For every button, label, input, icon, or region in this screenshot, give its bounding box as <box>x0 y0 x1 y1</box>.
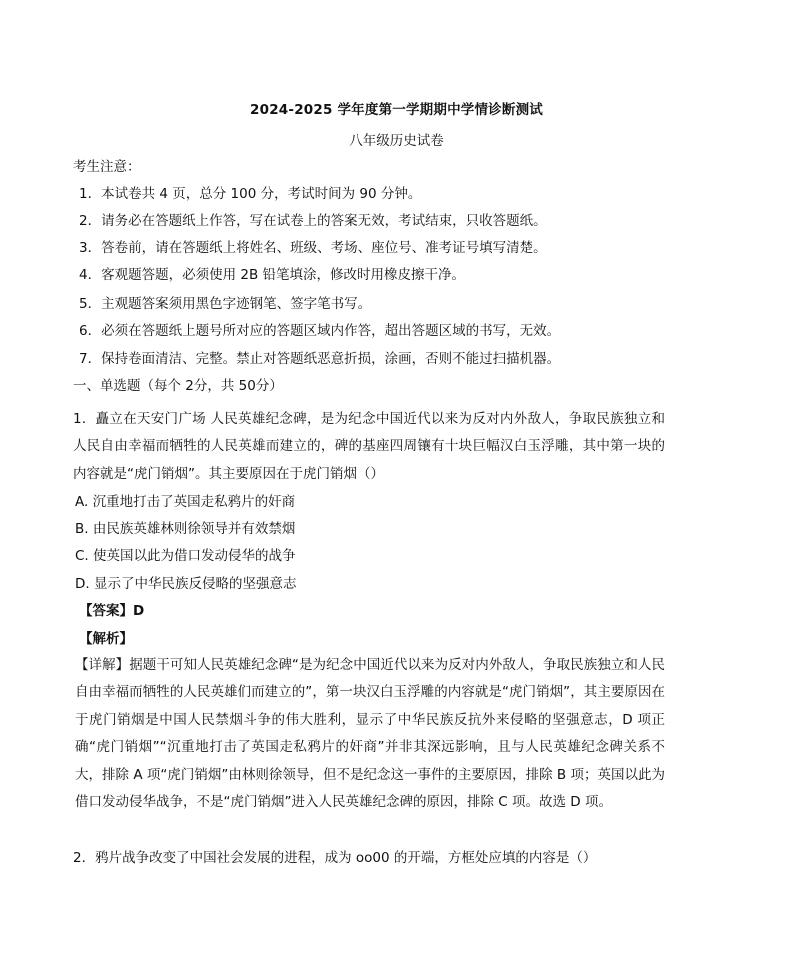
notice-item: 6．必须在答题纸上题号所对应的答题区域内作答，超出答题区域的书写，无效。 <box>79 323 561 339</box>
question-1-option-b: B. 由民族英雄林则徐领导并有效禁烟 <box>75 521 296 537</box>
notice-item: 3．答卷前，请在答题纸上将姓名、班级、考场、座位号、准考证号填写清楚。 <box>79 240 547 256</box>
question-2-stem: 2．鸦片战争改变了中国社会发展的进程，成为 oo00 的开端，方框处应填的内容是（） <box>73 850 597 866</box>
notice-item: 2．请务必在答题纸上作答，写在试卷上的答案无效，考试结束，只收答题纸。 <box>79 213 547 229</box>
question-1-stem: 1．矗立在天安门广场 人民英雄纪念碑，是为纪念中国近代以来为反对内外敌人，争取民族独立和人民自由幸福而牺牲的人民英雄而建立的，碑的基座四周镶有十块巨幅汉白玉浮雕，其中第一块的内容就是“虎门销烟”。其主要原因在于虎门销烟（） <box>73 411 665 482</box>
question-1-answer: 【答案】D <box>79 603 145 619</box>
section-heading: 一、单选题（每个 2分，共 50分） <box>73 378 283 394</box>
question-1-detail: 【详解】据题干可知人民英雄纪念碑“是为纪念中国近代以来为反对内外敌人，争取民族独立和人民自由幸福而牺牲的人民英雄们而建立的”，第一块汉白玉浮雕的内容就是“虎门销烟”，其主要原因在于虎门销烟是中国人民禁烟斗争的伟大胜利，显示了中华民族反抗外来侵略的坚强意志，D 项正确“虎门销烟”“沉重地打击了英国走私鸦片的奸商”并非其深远影响，且与人民英雄纪念碑关系不大，排除 A 项“虎门销烟”由林则徐领导，但不是纪念这一事件的主要原因，排除 B 项；英国以此为借口发动侵华战争，不是“虎门销烟”进入人民英雄纪念碑的原因，排除 C 项。故选 D 项。 <box>75 657 665 811</box>
notice-item: 1．本试卷共 4 页，总分 100 分，考试时间为 90 分钟。 <box>79 186 422 202</box>
notice-item: 4．客观题答题，必须使用 2B 铅笔填涂，修改时用橡皮擦干净。 <box>79 267 466 283</box>
exam-subtitle: 八年级历史试卷 <box>349 133 444 149</box>
question-1-option-a: A. 沉重地打击了英国走私鸦片的奸商 <box>75 494 296 510</box>
question-1-option-d: D. 显示了中华民族反侵略的坚强意志 <box>75 576 297 592</box>
exam-title: 2024-2025 学年度第一学期期中学情诊断测试 <box>250 102 543 118</box>
question-1-option-c: C. 使英国以此为借口发动侵华的战争 <box>75 548 296 564</box>
question-1-analysis-label: 【解析】 <box>79 631 133 647</box>
notice-item: 7．保持卷面清洁、完整。禁止对答题纸恶意折损，涂画，否则不能过扫描机器。 <box>79 351 561 367</box>
notice-heading: 考生注意： <box>73 159 141 175</box>
notice-item: 5．主观题答案须用黑色字迹钢笔、签字笔书写。 <box>79 296 372 312</box>
